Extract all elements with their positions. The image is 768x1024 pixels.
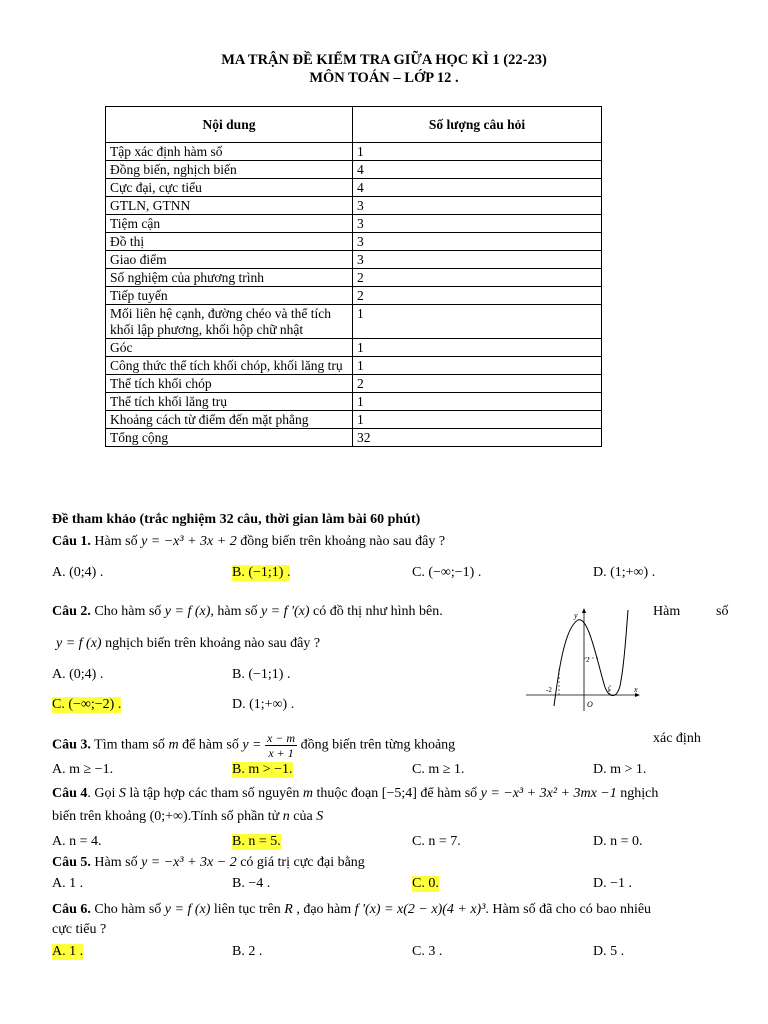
- table-row: [106, 339, 602, 357]
- row-topic: Mối liên hệ cạnh, đường chéo và thể tích khối lập phương, khối hộp chữ nhật: [106, 305, 353, 339]
- question-text: , hàm số: [210, 604, 261, 619]
- math-variable: n: [282, 809, 290, 824]
- table-row: [106, 197, 602, 215]
- question-6: [52, 902, 651, 918]
- math-variable: S: [118, 786, 126, 801]
- question-text: xác định: [653, 731, 701, 746]
- math-expression: y = f '(x): [260, 604, 310, 619]
- option-c: C. 3 .: [412, 944, 443, 959]
- math-expression: y =: [242, 737, 262, 753]
- math-expression: y = f (x): [164, 902, 211, 917]
- derivative-graph: [522, 606, 644, 716]
- math-interval: [−5;4]: [381, 786, 417, 801]
- question-label: Câu 2.: [52, 604, 91, 619]
- row-count: 1: [353, 393, 602, 411]
- header-count: Số lượng câu hỏi: [353, 107, 602, 143]
- question-3: [52, 731, 455, 760]
- option-c-highlighted: C. (−∞;−2) .: [52, 697, 122, 712]
- row-topic: Tiếp tuyến: [106, 287, 353, 305]
- y-axis-arrow-icon: [582, 608, 586, 613]
- option-d: D. (1;+∞) .: [232, 697, 295, 712]
- row-topic: Thể tích khối chóp: [106, 375, 353, 393]
- question-4-line2: [52, 809, 323, 825]
- row-topic: Thể tích khối lăng trụ: [106, 393, 353, 411]
- table-row: [106, 215, 602, 233]
- table-row: [106, 287, 602, 305]
- row-count: 2: [353, 269, 602, 287]
- question-text: Tìm tham số: [90, 737, 169, 753]
- table-row: [106, 357, 602, 375]
- question-text: biến trên khoảng: [52, 809, 150, 824]
- graph-label-origin: O: [587, 700, 593, 709]
- derivative-curve: [554, 610, 628, 706]
- math-expression: y = −x³ + 3x − 2: [141, 855, 237, 870]
- math-variable: m: [302, 786, 313, 801]
- question-5: [52, 855, 365, 871]
- question-text: có đồ thị như hình bên.: [309, 604, 443, 619]
- option-a: A. n = 4.: [52, 834, 102, 849]
- question-text: để hàm số: [416, 786, 481, 801]
- option-b-highlighted: B. m > −1.: [232, 762, 293, 777]
- option-d: D. (1;+∞) .: [593, 565, 656, 580]
- math-variable: R: [284, 902, 293, 917]
- question-text: để hàm số: [178, 737, 243, 753]
- option-b-highlighted: B. n = 5.: [232, 834, 281, 849]
- question-6-line2: cực tiểu ?: [52, 922, 107, 937]
- option-d: D. −1 .: [593, 876, 633, 891]
- row-count: 1: [353, 357, 602, 375]
- question-text: . Gọi: [87, 786, 119, 801]
- question-label: Câu 1.: [52, 534, 91, 549]
- math-expression: y = f (x): [164, 604, 211, 619]
- row-count: 1: [353, 143, 602, 161]
- table-row: [106, 375, 602, 393]
- option-d: D. n = 0.: [593, 834, 643, 849]
- question-1: [52, 534, 445, 550]
- graph-label-1: 1: [607, 686, 611, 694]
- table-row: [106, 161, 602, 179]
- graph-label-2: 2: [586, 656, 590, 664]
- table-row: [106, 251, 602, 269]
- question-text: đồng biến trên từng khoảng: [297, 737, 456, 753]
- row-count: 32: [353, 429, 602, 447]
- row-topic: Giao điểm: [106, 251, 353, 269]
- table-row: [106, 393, 602, 411]
- table-row: [106, 429, 602, 447]
- question-text: Hàm số: [90, 855, 142, 870]
- question-4: [52, 786, 658, 802]
- fraction-denominator: x + 1: [268, 746, 294, 760]
- table-row: [106, 269, 602, 287]
- graph-label-minus2: -2: [546, 686, 552, 694]
- question-text: . Hàm số đã cho có bao nhiêu: [485, 902, 652, 917]
- question-text: liên tục trên: [210, 902, 285, 917]
- document-subtitle: MÔN TOÁN – LỚP 12 .: [309, 70, 459, 86]
- row-count: 1: [353, 305, 602, 339]
- row-count: 1: [353, 411, 602, 429]
- row-topic: Số nghiệm của phương trình: [106, 269, 353, 287]
- table-row: [106, 305, 602, 339]
- question-text: nghịch biến trên khoảng nào sau đây ?: [101, 636, 321, 651]
- question-text: Cho hàm số: [90, 902, 165, 917]
- row-topic: Góc: [106, 339, 353, 357]
- table-row: [106, 179, 602, 197]
- option-a: A. 1 .: [52, 876, 84, 891]
- math-variable: S: [316, 809, 324, 824]
- option-a: A. (0;4) .: [52, 565, 104, 580]
- question-label: Câu 6.: [52, 902, 91, 917]
- row-count: 3: [353, 215, 602, 233]
- exam-intro: Đề tham khảo (trắc nghiệm 32 câu, thời gian làm bài 60 phút): [52, 512, 421, 527]
- question-label: Câu 3.: [52, 737, 91, 753]
- question-text: Hàm số: [90, 534, 142, 549]
- row-count: 3: [353, 233, 602, 251]
- row-count: 2: [353, 287, 602, 305]
- row-count: 4: [353, 161, 602, 179]
- question-text: của: [289, 809, 317, 824]
- fraction-numerator: x − m: [267, 731, 296, 745]
- row-count: 3: [353, 197, 602, 215]
- question-2-line2: [56, 636, 320, 652]
- math-expression: y = −x³ + 3x + 2: [141, 534, 237, 549]
- option-c: C. (−∞;−1) .: [412, 565, 482, 580]
- math-variable: m: [168, 737, 179, 753]
- table-row: [106, 143, 602, 161]
- math-expression: y = f (x): [56, 636, 102, 651]
- math-interval: (0;+∞): [149, 809, 188, 824]
- row-topic: Khoảng cách từ điểm đến mặt phẳng: [106, 411, 353, 429]
- row-topic: Tổng cộng: [106, 429, 353, 447]
- row-topic: Đồng biến, nghịch biến: [106, 161, 353, 179]
- question-text: nghịch: [616, 786, 659, 801]
- row-count: 2: [353, 375, 602, 393]
- row-topic: Đồ thị: [106, 233, 353, 251]
- question-label: Câu 4: [52, 786, 88, 801]
- option-b: B. (−1;1) .: [232, 667, 291, 682]
- question-text: Hàm: [653, 604, 681, 619]
- table-header-row: [106, 107, 602, 143]
- math-fraction: [265, 731, 297, 760]
- option-d: D. 5 .: [593, 944, 625, 959]
- question-text: đồng biến trên khoảng nào sau đây ?: [236, 534, 446, 549]
- question-text: Cho hàm số: [90, 604, 165, 619]
- option-b: B. 2 .: [232, 944, 263, 959]
- row-topic: Tập xác định hàm số: [106, 143, 353, 161]
- question-text: thuộc đoạn: [312, 786, 382, 801]
- question-2: [52, 604, 443, 620]
- option-c: C. m ≥ 1.: [412, 762, 465, 777]
- row-topic: Cực đại, cực tiểu: [106, 179, 353, 197]
- question-text: có giá trị cực đại bằng: [236, 855, 365, 870]
- question-text: .Tính số phần tử: [187, 809, 283, 824]
- option-d: D. m > 1.: [593, 762, 647, 777]
- row-count: 4: [353, 179, 602, 197]
- row-topic: Công thức thể tích khối chóp, khối lăng trụ: [106, 357, 353, 375]
- math-expression: f '(x) = x(2 − x)(4 + x)³: [354, 902, 486, 917]
- option-c-highlighted: C. 0.: [412, 876, 439, 891]
- row-count: 1: [353, 339, 602, 357]
- row-topic: Tiệm cận: [106, 215, 353, 233]
- option-a-highlighted: A. 1 .: [52, 944, 84, 959]
- math-expression: y = −x³ + 3x² + 3mx −1: [480, 786, 617, 801]
- row-count: 3: [353, 251, 602, 269]
- option-a: A. m ≥ −1.: [52, 762, 114, 777]
- question-text: số: [716, 604, 729, 619]
- table-row: [106, 233, 602, 251]
- row-topic: GTLN, GTNN: [106, 197, 353, 215]
- graph-label-y: y: [574, 611, 578, 620]
- option-b-highlighted: B. (−1;1) .: [232, 565, 291, 580]
- option-b: B. −4 .: [232, 876, 271, 891]
- question-text: , đạo hàm: [292, 902, 355, 917]
- document-title: MA TRẬN ĐỀ KIỂM TRA GIỮA HỌC KÌ 1 (22-23): [221, 52, 547, 68]
- graph-label-x: x: [634, 685, 638, 694]
- option-a: A. (0;4) .: [52, 667, 104, 682]
- question-label: Câu 5.: [52, 855, 91, 870]
- table-row: [106, 411, 602, 429]
- header-content: Nội dung: [106, 107, 353, 143]
- question-matrix-table: [105, 106, 602, 447]
- option-c: C. n = 7.: [412, 834, 461, 849]
- question-text: là tập hợp các tham số nguyên: [125, 786, 303, 801]
